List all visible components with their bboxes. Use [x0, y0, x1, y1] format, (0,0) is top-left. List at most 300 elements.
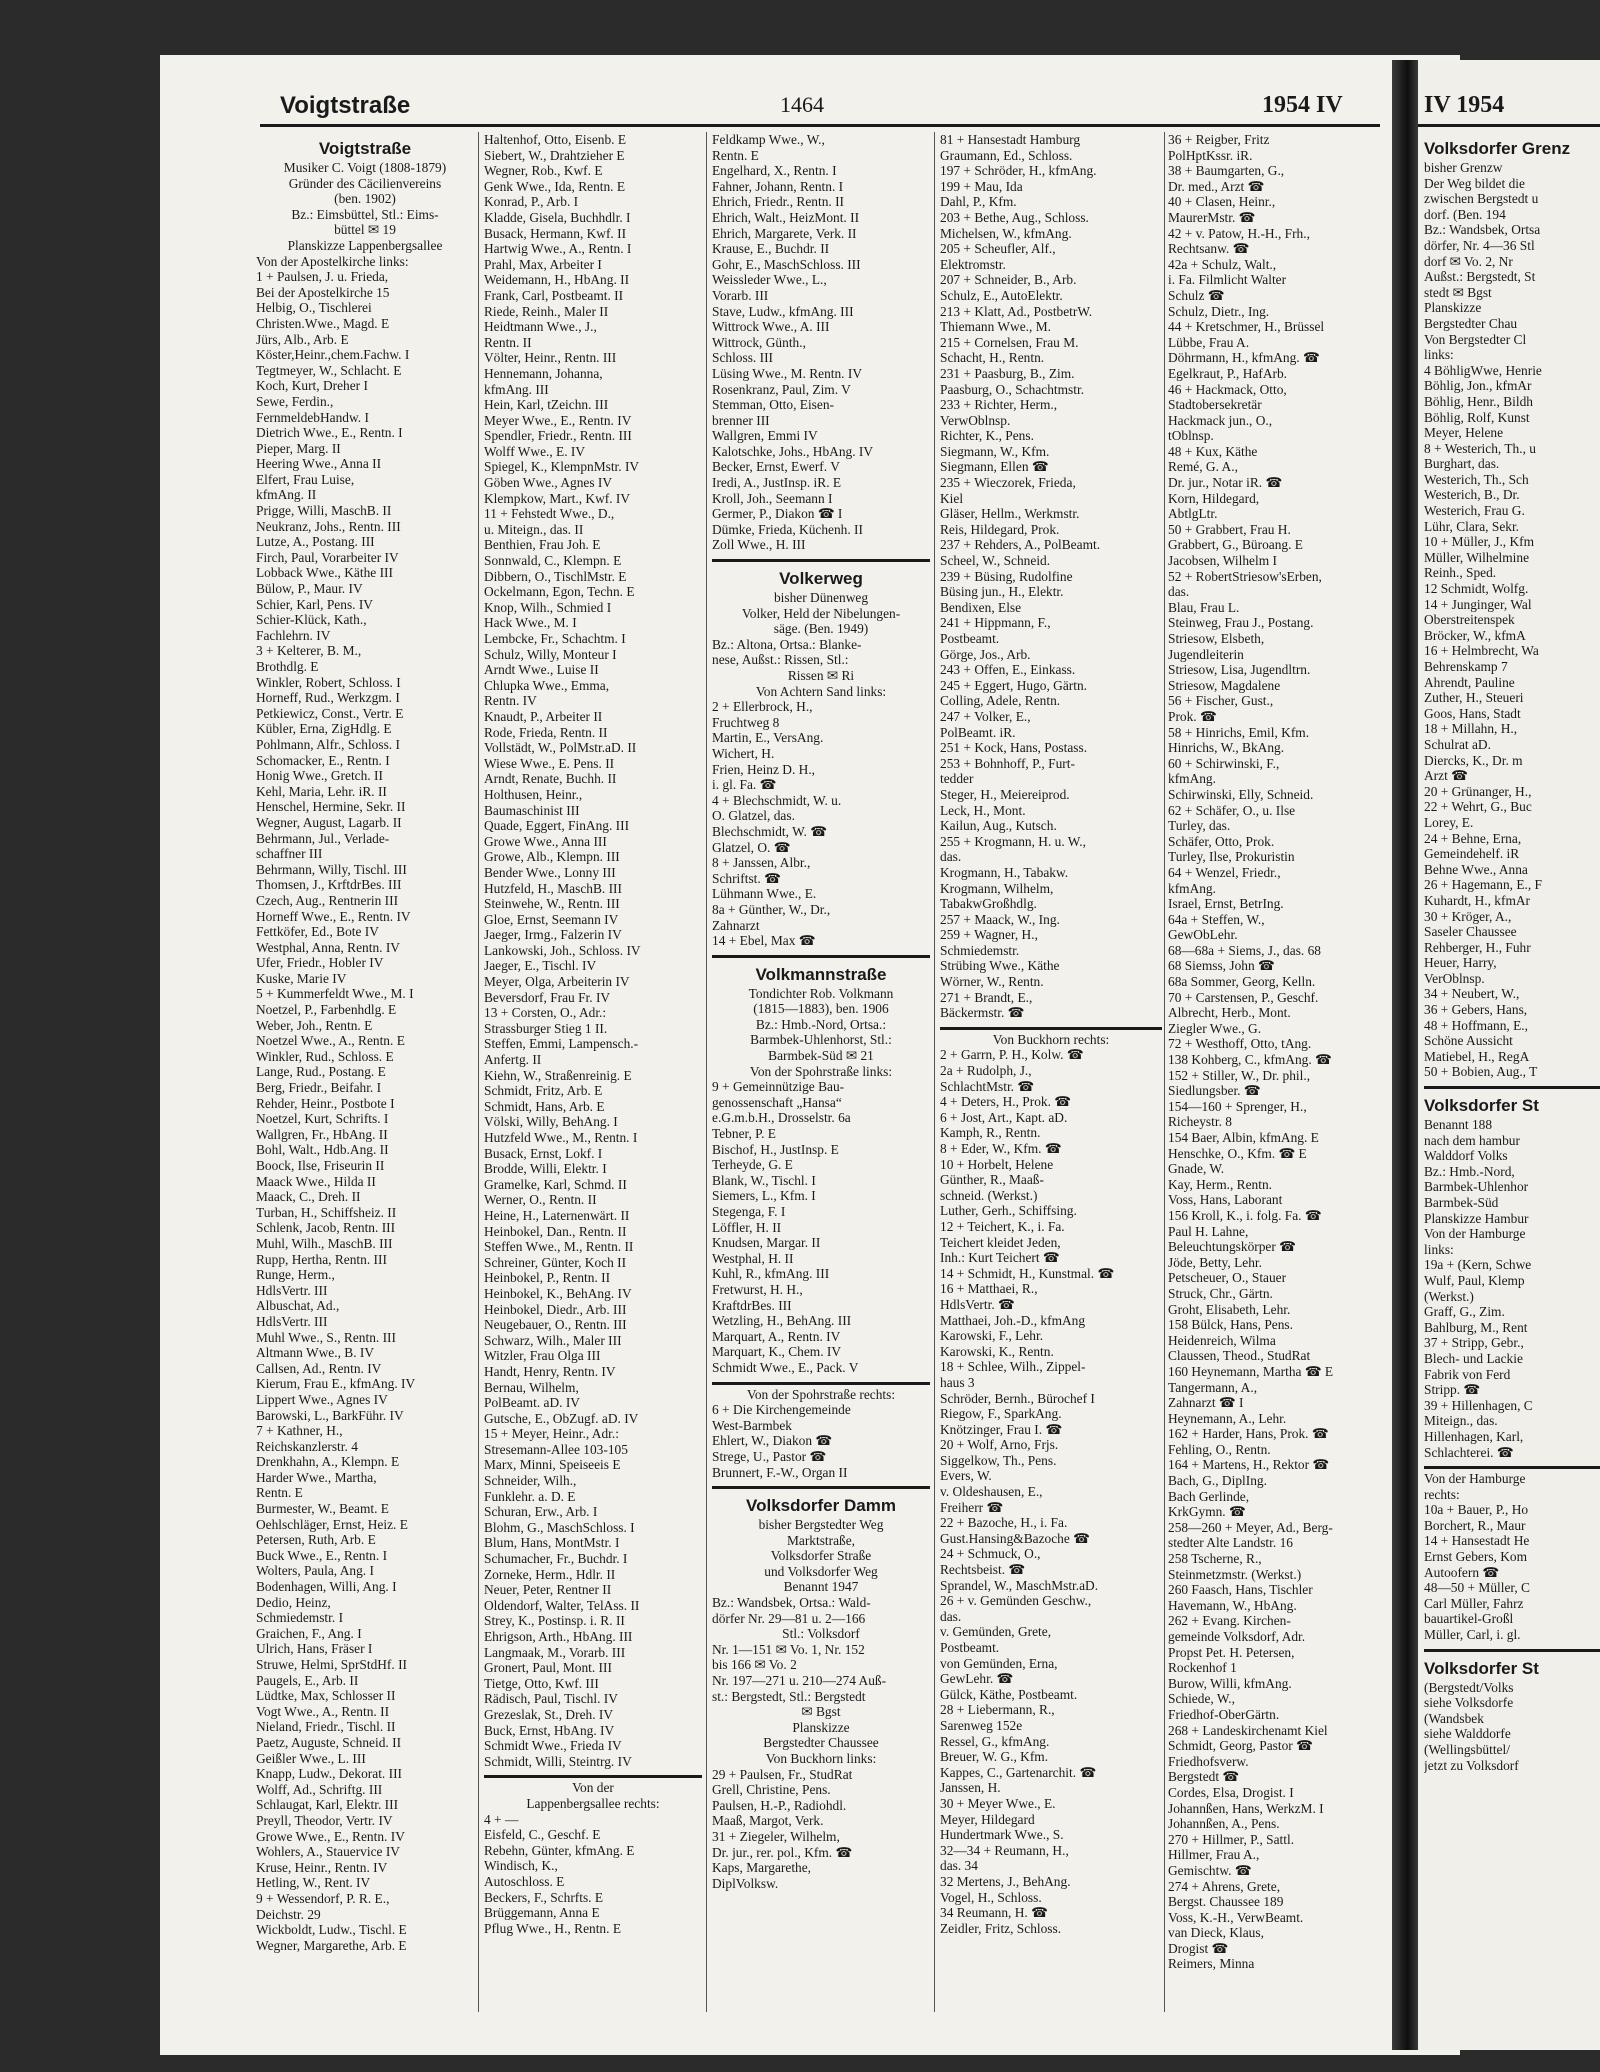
directory-entry: Weissleder Wwe., L.,	[712, 272, 827, 288]
directory-entry: Wiese Wwe., E. Pens. II	[484, 755, 615, 771]
directory-entry: Glatzel, O. ☎	[712, 839, 791, 855]
directory-entry: brenner III	[712, 412, 770, 428]
directory-entry: FernmeldebHandw. I	[256, 409, 369, 425]
page-number: 1464	[780, 92, 824, 117]
directory-entry: 52 + RobertStriesow'sErben,	[1168, 568, 1322, 584]
directory-entry: Pohlmann, Alfr., Schloss. I	[256, 736, 400, 752]
directory-entry: Stegenga, F. I	[712, 1204, 786, 1219]
directory-entry: Wolff, Ad., Schriftg. III	[256, 1781, 383, 1797]
directory-entry: Deichstr. 29	[256, 1906, 321, 1922]
street-info-line: Benannt 1947	[783, 1579, 859, 1595]
directory-entry: 253 + Bohnhoff, P., Furt-	[940, 755, 1075, 771]
facing-page-rule	[1418, 124, 1600, 127]
directory-entry: Gohr, E., MaschSchloss. III	[712, 256, 861, 272]
directory-entry: Jaeger, E., Tischl. IV	[484, 958, 597, 974]
directory-entry: 20 + Wolf, Arno, Frjs.	[940, 1437, 1059, 1453]
directory-entry: Inh.: Kurt Teichert ☎	[940, 1250, 1060, 1266]
directory-entry: Bäckermstr. ☎	[940, 1005, 1025, 1021]
directory-entry: Westphal, H. II	[712, 1250, 794, 1266]
directory-entry: 152 + Stiller, W., Dr. phil.,	[1168, 1067, 1311, 1083]
directory-entry: jetzt zu Volksdorf	[1424, 1757, 1519, 1773]
directory-entry: 160 Heynemann, Martha ☎ E	[1168, 1363, 1334, 1379]
directory-entry: Grell, Christine, Pens.	[712, 1782, 831, 1798]
directory-entry: Dedio, Heinz,	[256, 1594, 331, 1610]
directory-entry: VerwOblnsp.	[940, 412, 1011, 428]
street-heading: Volkerweg	[779, 569, 863, 589]
directory-entry: Vorarb. III	[712, 287, 769, 303]
directory-entry: Wegner, Rob., Kwf. E	[484, 163, 603, 179]
directory-entry: Funklehr. a. D. E	[484, 1488, 576, 1504]
directory-entry: 6 + Die Kirchengemeinde	[712, 1402, 851, 1418]
directory-entry: Remé, G. A.,	[1168, 459, 1238, 475]
directory-entry: 16 + Helmbrecht, Wa	[1424, 643, 1539, 659]
directory-entry: Bender Wwe., Lonny III	[484, 864, 616, 880]
directory-entry: Preyll, Theodor, Vertr. IV	[256, 1812, 393, 1828]
directory-entry: Reinh., Sped.	[1424, 565, 1497, 581]
directory-entry: Kay, Herm., Rentn.	[1168, 1176, 1272, 1192]
directory-entry: Meyer, Helene	[1424, 425, 1504, 441]
directory-entry: Barowski, L., BarkFühr. IV	[256, 1407, 404, 1423]
directory-entry: 156 Kroll, K., i. folg. Fa. ☎	[1168, 1207, 1322, 1223]
directory-entry: Tangermann, A.,	[1168, 1379, 1258, 1395]
directory-entry: Fahner, Johann, Rentn. I	[712, 178, 844, 194]
directory-entry: Geißler Wwe., L. III	[256, 1750, 366, 1766]
directory-entry: Altmann Wwe., B. IV	[256, 1345, 375, 1361]
directory-entry: 10 + Müller, J., Kfm	[1424, 534, 1535, 550]
street-info-line: Volksdorfer Straße	[770, 1548, 872, 1564]
directory-entry: Hutzfeld, H., MaschB. III	[484, 880, 622, 896]
directory-entry: Carl Müller, Fahrz	[1424, 1595, 1524, 1611]
directory-entry: 260 Faasch, Hans, Tischler	[1168, 1582, 1313, 1598]
directory-entry: Winkler, Rud., Schloss. E	[256, 1048, 394, 1064]
directory-entry: schaffner III	[256, 846, 323, 862]
directory-entry: Schulrat aD.	[1424, 736, 1491, 752]
directory-entry: Becker, Ernst, Ewerf. V	[712, 459, 840, 475]
directory-entry: Stripp. ☎	[1424, 1382, 1481, 1398]
directory-column-5	[1168, 132, 1386, 2022]
column-divider	[1164, 132, 1165, 2012]
directory-entry: Turban, H., Schiffsheiz. II	[256, 1204, 397, 1220]
column-divider	[706, 132, 707, 2012]
directory-entry: Oldendorf, Walter, TelAss. II	[484, 1597, 640, 1613]
directory-column-4	[940, 132, 1162, 2022]
directory-entry: 58 + Hinrichs, Emil, Kfm.	[1168, 724, 1310, 740]
running-header-year: 1954 IV	[1262, 92, 1343, 118]
directory-entry: Elektromstr.	[940, 256, 1006, 272]
directory-entry: Bischof, H., JustInsp. E	[712, 1141, 839, 1157]
directory-entry: Krogmann, Wilhelm,	[940, 880, 1054, 896]
directory-entry: kfmAng.	[1168, 771, 1216, 787]
directory-entry: 72 + Westhoff, Otto, tAng.	[1168, 1036, 1312, 1052]
directory-entry: Schlaugat, Karl, Elektr. III	[256, 1797, 399, 1813]
directory-entry: Hutzfeld Wwe., M., Rentn. I	[484, 1130, 638, 1145]
directory-entry: Paul H. Lahne,	[1168, 1223, 1249, 1239]
directory-entry: 271 + Brandt, E.,	[940, 989, 1033, 1005]
directory-entry: Gemeindehelf. iR	[1424, 846, 1520, 862]
directory-entry: Zeidler, Fritz, Schloss.	[940, 1920, 1062, 1936]
directory-entry: Tietge, Otto, Kwf. III	[484, 1675, 599, 1691]
directory-entry: 56 + Fischer, Gust.,	[1168, 693, 1274, 709]
directory-entry: Schulz, Willy, Monteur I	[484, 646, 617, 662]
directory-entry: Schiede, W.,	[1168, 1691, 1235, 1707]
directory-entry: 37 + Stripp, Gebr.,	[1424, 1335, 1524, 1351]
directory-entry: 22 + Bazoche, H., i. Fa.	[940, 1515, 1068, 1531]
directory-entry: 18 + Schlee, Wilh., Zippel-	[940, 1359, 1086, 1375]
directory-entry: Vogel, H., Schloss.	[940, 1889, 1042, 1905]
directory-entry: Prigge, Willi, MaschB. II	[256, 503, 392, 519]
directory-entry: Benthien, Frau Joh. E	[484, 537, 601, 553]
directory-entry: Beleuchtungskörper ☎	[1168, 1239, 1296, 1255]
directory-entry: 2 + Ellerbrock, H.,	[712, 699, 813, 715]
section-rule	[712, 559, 930, 562]
directory-entry: Heuer, Harry,	[1424, 955, 1497, 971]
directory-entry: Ulrich, Hans, Fräser I	[256, 1641, 373, 1657]
directory-entry: Bergst. Chaussee 189	[1168, 1894, 1284, 1910]
directory-entry: dörfer Nr. 29—81 u. 2—166	[712, 1610, 866, 1626]
directory-entry: Arndt, Renate, Buchh. II	[484, 771, 617, 787]
directory-entry: 38 + Baumgarten, G.,	[1168, 163, 1285, 179]
directory-entry: Kladde, Gisela, Buchhdlr. I	[484, 209, 631, 225]
directory-entry: Paugels, E., Arb. II	[256, 1672, 359, 1688]
directory-entry: 28 + Liebermann, R.,	[940, 1702, 1055, 1718]
directory-entry: Schmidt, Willi, Steintrg. IV	[484, 1753, 632, 1769]
directory-entry: links:	[1424, 1241, 1454, 1257]
directory-entry: Drenkhahn, A., Klempn. E	[256, 1454, 400, 1470]
directory-entry: Germer, P., Diakon ☎ I	[712, 506, 843, 522]
directory-entry: Barmbek-Süd	[1424, 1195, 1499, 1210]
directory-entry: das.	[1168, 584, 1190, 600]
directory-entry: Turley, das.	[1168, 818, 1231, 834]
directory-entry: Schier, Karl, Pens. IV	[256, 596, 373, 612]
directory-entry: 8 + Janssen, Albr.,	[712, 855, 811, 871]
directory-entry: Postbeamt.	[940, 631, 1000, 646]
directory-entry: Lange, Rud., Postang. E	[256, 1064, 386, 1080]
directory-entry: Lorey, E.	[1424, 814, 1474, 830]
directory-entry: 5 + Kummerfeldt Wwe., M. I	[256, 986, 414, 1002]
directory-entry: 251 + Kock, Hans, Postass.	[940, 740, 1088, 756]
directory-entry: Von Bergstedter Cl	[1424, 331, 1527, 347]
directory-entry: Michelsen, W., kfmAng.	[940, 225, 1072, 241]
directory-entry: zwischen Bergstedt u	[1424, 191, 1539, 207]
street-info-line: Planskizze Lappenbergsallee	[287, 237, 443, 253]
street-info-line: Rissen ✉ Ri	[787, 668, 855, 683]
directory-entry: Fabrik von Ferd	[1424, 1366, 1511, 1382]
directory-entry: Spiegel, K., KlempnMstr. IV	[484, 459, 640, 475]
directory-entry: 70 + Carstensen, P., Geschf.	[1168, 989, 1319, 1005]
directory-entry: Kierum, Frau E., kfmAng. IV	[256, 1376, 416, 1392]
directory-entry: siehe Volksdorfe	[1424, 1695, 1514, 1711]
directory-entry: bauartikel-Großl	[1424, 1611, 1514, 1627]
directory-entry: nach dem hambur	[1424, 1132, 1520, 1148]
directory-entry: Schlenk, Jacob, Rentn. III	[256, 1220, 396, 1236]
directory-entry: Holthusen, Heinr.,	[484, 786, 583, 802]
directory-entry: Weber, Joh., Rentn. E	[256, 1017, 373, 1033]
directory-entry: Anfertg. II	[484, 1052, 542, 1068]
directory-entry: Martin, E., VersAng.	[712, 730, 824, 746]
facing-page-header: IV 1954	[1424, 92, 1505, 118]
section-rule	[1424, 1086, 1600, 1089]
directory-entry: 8 + Westerich, Th., u	[1424, 440, 1536, 456]
street-info-line: Barmbek-Süd ✉ 21	[768, 1048, 874, 1064]
directory-entry: 42 + v. Patow, H.-H., Frh.,	[1168, 225, 1310, 241]
directory-entry: Gläser, Hellm., Werkmstr.	[940, 506, 1080, 522]
directory-entry: Zuther, H., Steueri	[1424, 690, 1524, 706]
directory-entry: Autoschloss. E	[484, 1873, 565, 1889]
directory-entry: Rode, Frieda, Rentn. II	[484, 724, 608, 740]
directory-entry: 239 + Büsing, Rudolfine	[940, 568, 1073, 584]
directory-entry: bis 166 ✉ Vo. 2	[712, 1657, 797, 1673]
directory-entry: Schmiedemstr. I	[256, 1610, 344, 1626]
directory-entry: Ahrendt, Pauline	[1424, 674, 1515, 690]
directory-entry: Spendler, Friedr., Rentn. III	[484, 428, 632, 444]
directory-entry: Meyer, Olga, Arbeiterin IV	[484, 974, 630, 990]
directory-entry: Pieper, Marg. II	[256, 440, 341, 456]
directory-entry: siehe Walddorfe	[1424, 1726, 1511, 1742]
directory-entry: AbtlgLtr.	[1168, 506, 1218, 522]
directory-entry: Growe Wwe., Anna III	[484, 833, 607, 849]
directory-entry: u. Miteign., das. II	[484, 521, 584, 537]
directory-column-1	[256, 132, 474, 2022]
directory-entry: Rentn. E	[256, 1485, 303, 1501]
directory-entry: Bröcker, W., kfmA	[1424, 627, 1526, 643]
directory-entry: Benannt 188	[1424, 1117, 1493, 1133]
directory-entry: 245 + Eggert, Hugo, Gärtn.	[940, 677, 1088, 693]
directory-entry: Lübbe, Frau A.	[1168, 334, 1250, 350]
directory-entry: Brunnert, F.-W., Organ II	[712, 1464, 848, 1480]
directory-entry: Marquart, K., Chem. IV	[712, 1344, 842, 1360]
directory-entry: Müller, Carl, i. gl.	[1424, 1627, 1521, 1643]
directory-entry: Rupp, Hertha, Rentn. III	[256, 1251, 387, 1267]
directory-entry: Völter, Heinr., Rentn. III	[484, 350, 617, 366]
directory-entry: 15 + Meyer, Heinr., Adr.:	[484, 1426, 619, 1442]
street-info-line: (1815—1883), ben. 1906	[753, 1001, 889, 1017]
directory-entry: Diercks, K., Dr. m	[1424, 752, 1523, 768]
directory-entry: Blau, Frau L.	[1168, 599, 1240, 615]
directory-entry: Rädisch, Paul, Tischl. IV	[484, 1691, 618, 1707]
directory-entry: stedt ✉ Bgst	[1424, 284, 1492, 300]
directory-entry: Burghart, das.	[1424, 456, 1500, 472]
directory-entry: Horneff, Rud., Werkzgm. I	[256, 690, 400, 706]
directory-entry: Bei der Apostelkirche 15	[256, 284, 390, 300]
directory-entry: Wulf, Paul, Klemp	[1424, 1272, 1525, 1288]
directory-entry: 2 + Garrn, P. H., Kolw. ☎	[940, 1047, 1084, 1063]
directory-entry: 4 + Blechschmidt, W. u.	[712, 792, 842, 808]
directory-entry: Kiel	[940, 490, 964, 506]
directory-entry: Oehlschläger, Ernst, Heiz. E	[256, 1516, 408, 1532]
directory-entry: Reichskanzlerstr. 4	[256, 1438, 358, 1454]
directory-entry: 3 + Kelterer, B. M.,	[256, 643, 362, 659]
directory-entry: Firch, Paul, Vorarbeiter IV	[256, 549, 399, 565]
directory-entry: 7 + Kathner, H.,	[256, 1423, 343, 1439]
directory-entry: Behrenskamp 7	[1424, 659, 1508, 674]
street-info-line: Von der Spohrstraße rechts:	[746, 1386, 896, 1402]
directory-entry: Steinmetzmstr. (Werkst.)	[1168, 1566, 1302, 1582]
street-info-line: Gründer des Cäcilienvereins	[288, 175, 442, 191]
directory-entry: Grabbert, G., Büroang. E	[1168, 537, 1303, 553]
directory-entry: Tebner, P. E	[712, 1126, 776, 1142]
directory-entry: Dümke, Frieda, Küchenh. II	[712, 521, 863, 537]
facing-page	[1418, 60, 1600, 2050]
directory-entry: Kuhl, R., kfmAng. III	[712, 1266, 830, 1282]
directory-entry: Wittrock Wwe., A. III	[712, 319, 830, 335]
directory-entry: Rehberger, H., Fuhr	[1424, 939, 1531, 955]
directory-entry: 13 + Corsten, O., Adr.:	[484, 1005, 607, 1021]
directory-entry: Knaudt, P., Arbeiter II	[484, 708, 603, 724]
directory-entry: (Werkst.)	[1424, 1288, 1474, 1304]
directory-entry: Paasburg, O., Schachtmstr.	[940, 381, 1085, 397]
directory-entry: Gnade, W.	[1168, 1161, 1225, 1177]
directory-entry: Konrad, P., Arb. I	[484, 194, 579, 210]
directory-entry: Burow, Willi, kfmAng.	[1168, 1675, 1292, 1691]
directory-entry: Lankowski, Joh., Schloss. IV	[484, 942, 641, 958]
directory-entry: Karowski, F., Lehr.	[940, 1328, 1044, 1344]
directory-entry: Wallgren, Emmi IV	[712, 428, 818, 444]
directory-entry: KraftdrBes. III	[712, 1297, 792, 1313]
directory-entry: Barmbek-Uhlenhor	[1424, 1179, 1529, 1195]
directory-entry: Rentn. E	[712, 147, 759, 163]
directory-entry: Striesow, Elsbeth,	[1168, 631, 1265, 646]
street-info-line: Tondichter Rob. Volkmann	[748, 985, 894, 1001]
directory-entry: 259 + Wagner, H.,	[940, 927, 1038, 943]
directory-entry: Köster,Heinr.,chem.Fachw. I	[256, 347, 410, 363]
directory-entry: Heinbokel, Diedr., Arb. III	[484, 1301, 627, 1317]
directory-entry: Stave, Ludw., kfmAng. III	[712, 303, 854, 319]
directory-entry: Böhlig, Jon., kfmAr	[1424, 378, 1532, 394]
directory-entry: 60 + Schirwinski, F.,	[1168, 755, 1280, 771]
directory-entry: Voss, Hans, Laborant	[1168, 1192, 1283, 1208]
directory-entry: Burmester, W., Beamt. E	[256, 1501, 389, 1517]
directory-entry: rechts:	[1424, 1486, 1460, 1502]
directory-entry: gemeinde Volksdorf, Adr.	[1168, 1629, 1306, 1644]
directory-entry: Schumacher, Fr., Buchdr. I	[484, 1551, 628, 1567]
directory-entry: 255 + Krogmann, H. u. W.,	[940, 833, 1086, 849]
directory-entry: SchlachtMstr. ☎	[940, 1078, 1035, 1094]
directory-entry: 36 + Reigber, Fritz	[1168, 132, 1270, 147]
directory-entry: Wegner, Margarethe, Arb. E	[256, 1937, 407, 1953]
directory-entry: 247 + Volker, E.,	[940, 708, 1031, 724]
directory-entry: Buck Wwe., E., Rentn. I	[256, 1547, 388, 1563]
directory-entry: Rockenhof 1	[1168, 1660, 1237, 1676]
street-info-line: bisher Bergstedter Weg	[758, 1517, 884, 1533]
directory-entry: Bodenhagen, Willi, Ang. I	[256, 1579, 397, 1595]
directory-entry: 22 + Wehrt, G., Buc	[1424, 799, 1532, 815]
street-info-line: (ben. 1902)	[334, 191, 396, 207]
directory-entry: Bergstedt ☎	[1168, 1769, 1240, 1785]
directory-entry: 6 + Jost, Art., Kapt. aD.	[940, 1109, 1068, 1125]
directory-entry: Knötzinger, Frau I. ☎	[940, 1421, 1063, 1437]
directory-entry: Iredi, A., JustInsp. iR. E	[712, 475, 842, 491]
directory-entry: Bz.: Wandsbek, Ortsa	[1424, 222, 1541, 238]
street-info-line: ✉ Bgst	[801, 1704, 841, 1720]
street-info-line: und Volksdorfer Weg	[764, 1563, 878, 1579]
street-heading: Volksdorfer St	[1424, 1096, 1539, 1116]
directory-entry: Albuschat, Ad.,	[256, 1298, 340, 1314]
book-spine	[1392, 60, 1418, 2050]
directory-entry: Gronert, Paul, Mont. III	[484, 1660, 612, 1676]
directory-entry: Siemers, L., Kfm. I	[712, 1188, 816, 1204]
directory-entry: Hinrichs, W., BkAng.	[1168, 740, 1285, 756]
directory-entry: Strübing Wwe., Käthe	[940, 958, 1060, 974]
directory-entry: Havemann, W., HbAng.	[1168, 1597, 1297, 1613]
directory-entry: 4 + —	[484, 1811, 519, 1827]
directory-entry: Westerich, Th., Sch	[1424, 471, 1529, 487]
directory-entry: genossenschaft „Hansa“	[712, 1094, 842, 1110]
directory-entry: Zoll Wwe., H. III	[712, 537, 806, 553]
directory-entry: Freiherr ☎	[940, 1499, 1004, 1515]
directory-entry: Dr. jur., Notar iR. ☎	[1168, 475, 1283, 491]
directory-column-3	[712, 132, 930, 2022]
directory-entry: Schomacker, E., Rentn. I	[256, 752, 390, 768]
street-heading: Volksdorfer Damm	[746, 1496, 896, 1516]
directory-entry: 215 + Cornelsen, Frau M.	[940, 334, 1079, 350]
directory-entry: Groht, Elisabeth, Lehr.	[1168, 1301, 1291, 1317]
directory-entry: Feldkamp Wwe., W.,	[712, 132, 825, 147]
directory-entry: Graumann, Ed., Schloss.	[940, 147, 1073, 163]
directory-entry: Winkler, Robert, Schloss. I	[256, 674, 401, 690]
directory-entry: Autoofern ☎	[1424, 1564, 1500, 1580]
directory-entry: Krogmann, H., Tabakw.	[940, 864, 1069, 880]
directory-entry: 233 + Richter, Herm.,	[940, 397, 1058, 413]
directory-entry: Lühr, Clara, Sekr.	[1424, 518, 1520, 534]
directory-entry: 158 Bülck, Hans, Pens.	[1168, 1317, 1293, 1333]
street-info-line: Von der	[572, 1780, 614, 1796]
directory-entry: Henschke, O., Kfm. ☎ E	[1168, 1145, 1307, 1161]
directory-entry: 24 + Behne, Erna,	[1424, 830, 1522, 846]
directory-entry: Rentn. IV	[484, 693, 537, 709]
directory-entry: Schöne Aussicht	[1424, 1033, 1513, 1049]
directory-entry: Kalotschke, Johs., HbAng. IV	[712, 443, 874, 459]
directory-entry: Schmidt Wwe., Frieda IV	[484, 1738, 622, 1754]
directory-entry: Jöde, Betty, Lehr.	[1168, 1254, 1262, 1270]
street-info-line: Bz.: Eimsbüttel, Stl.: Eims-	[291, 206, 439, 222]
directory-entry: 30 + Kröger, A.,	[1424, 908, 1512, 924]
directory-entry: Heering Wwe., Anna II	[256, 456, 382, 472]
directory-entry: Graichen, F., Ang. I	[256, 1625, 362, 1641]
directory-entry: 258—260 + Meyer, Ad., Berg-	[1168, 1519, 1333, 1535]
directory-entry: Schäfer, Otto, Prok.	[1168, 833, 1275, 849]
directory-entry: Hein, Karl, tZeichn. III	[484, 397, 609, 413]
directory-entry: Johannßen, A., Pens.	[1168, 1816, 1280, 1832]
directory-entry: stedter Alte Landstr. 16	[1168, 1535, 1293, 1551]
directory-entry: Haltenhof, Otto, Eisenb. E	[484, 132, 627, 147]
directory-entry: Kehl, Maria, Lehr. iR. II	[256, 783, 387, 799]
directory-entry: 199 + Mau, Ida	[940, 178, 1023, 194]
directory-entry: Ehrigson, Arth., HbAng. III	[484, 1629, 633, 1644]
directory-entry: Siedlungsber. ☎	[1168, 1083, 1261, 1099]
directory-entry: Maack Wwe., Hilda II	[256, 1173, 376, 1189]
street-info-line: Bz.: Hmb.-Nord, Ortsa.:	[755, 1016, 887, 1032]
directory-entry: Klempkow, Mart., Kwf. IV	[484, 490, 631, 506]
directory-entry: Fehling, O., Rentn.	[1168, 1441, 1271, 1457]
directory-entry: Bz.: Wandsbek, Ortsa.: Wald-	[712, 1595, 871, 1611]
directory-entry: Schier-Klück, Kath.,	[256, 612, 367, 628]
directory-entry: dörfer, Nr. 4—36 Stl	[1424, 237, 1535, 253]
directory-entry: tedder	[940, 771, 974, 787]
directory-entry: Blum, Hans, MontMstr. I	[484, 1535, 620, 1551]
directory-entry: kfmAng.	[1168, 880, 1216, 896]
directory-entry: Oberstreitenspek	[1424, 612, 1515, 628]
directory-entry: Jaeger, Irmg., Falzerin IV	[484, 927, 622, 943]
directory-entry: DiplVolksw.	[712, 1875, 779, 1891]
directory-entry: Marx, Minni, Speiseeis E	[484, 1457, 621, 1473]
directory-entry: Marquart, A., Rentn. IV	[712, 1328, 841, 1344]
directory-entry: Gloe, Ernst, Seemann IV	[484, 911, 619, 927]
directory-entry: Noetzel Wwe., A., Rentn. E	[256, 1033, 405, 1049]
directory-entry: Christen.Wwe., Magd. E	[256, 315, 390, 331]
street-info-line: Marktstraße,	[786, 1532, 856, 1548]
directory-entry: Löffler, H. II	[712, 1219, 782, 1235]
directory-entry: Brothdlg. E	[256, 659, 319, 674]
